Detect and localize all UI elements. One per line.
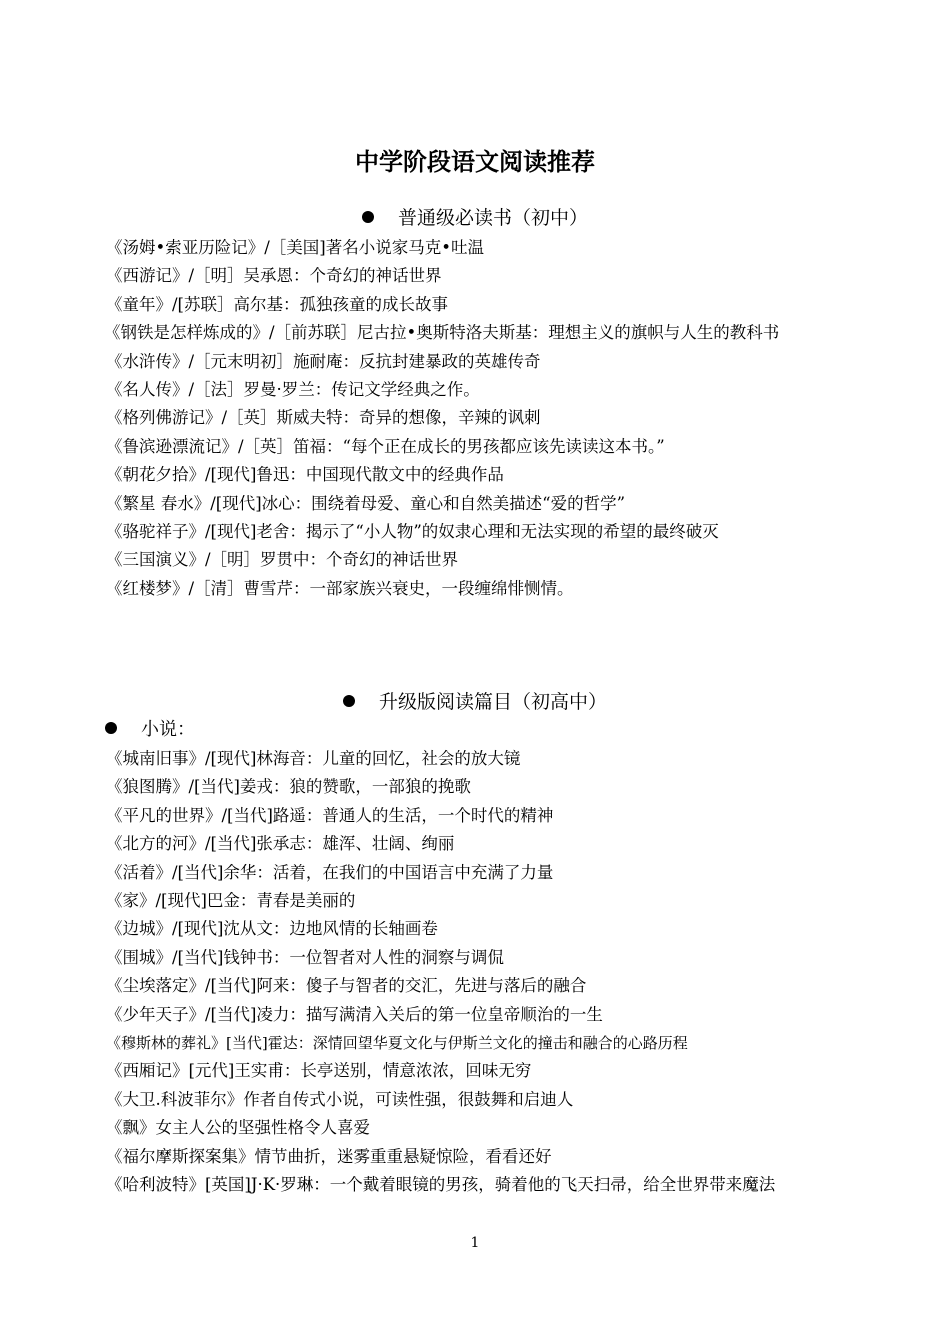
bullet-icon [362, 211, 374, 223]
advanced-book-list [106, 745, 851, 1200]
page-number: 1 [470, 1235, 480, 1251]
list-item: 《红楼梦》/［清］曹雪芹：一部家族兴衰史，一段缠绵悱恻情。 [106, 578, 574, 598]
list-item: 《城南旧事》/[现代]林海音：儿童的回忆，社会的放大镜 [106, 749, 521, 768]
section-heading-required [0, 205, 950, 231]
list-item: 《狼图腾》/[当代]姜戎：狼的赞歌，一部狼的挽歌 [106, 777, 471, 797]
list-item: 《活着》/[当代]余华：活着，在我们的中国语言中充满了力量 [106, 862, 554, 882]
list-item: 《少年天子》/[当代]凌力：描写满清入关后的第一位皇帝顺治的一生 [106, 1004, 603, 1024]
sub-heading-novels [105, 717, 195, 743]
list-item: 《鲁滨逊漂流记》/［英］笛福：“每个正在成长的男孩都应该先读读这本书。” [106, 436, 665, 456]
section-heading-text: 升级版阅读篇目（初高中） [378, 691, 607, 713]
list-item: 《钢铁是怎样炼成的》/［前苏联］尼古拉•奥斯特洛夫斯基：理想主义的旗帜与人生的教科书 [104, 323, 780, 343]
list-item: 《福尔摩斯探案集》情节曲折，迷雾重重悬疑惊险，看看还好 [106, 1146, 552, 1166]
list-item: 《哈利波特》[英国]J·K·罗琳：一个戴着眼镜的男孩，骑着他的飞天扫帚，给全世界带来魔法 [106, 1175, 776, 1195]
bullet-icon [343, 695, 355, 707]
list-item: 《尘埃落定》/[当代]阿来：傻子与智者的交汇，先进与落后的融合 [106, 976, 587, 996]
sub-heading-text: 小说： [141, 719, 195, 740]
list-item: 《汤姆•索亚历险记》/［美国]著名小说家马克•吐温 [106, 238, 484, 257]
list-item: 《边城》/[现代]沈从文：边地风情的长轴画卷 [106, 919, 438, 939]
list-item: 《穆斯林的葬礼》[当代]霍达：深情回望华夏文化与伊斯兰文化的撞击和融合的心路历程 [106, 1034, 688, 1053]
list-item: 《围城》/[当代]钱钟书：一位智者对人性的洞察与调侃 [106, 947, 504, 967]
list-item: 《北方的河》/[当代]张承志：雄浑、壮阔、绚丽 [106, 834, 455, 854]
list-item: 《朝花夕拾》/[现代]鲁迅：中国现代散文中的经典作品 [106, 465, 504, 485]
list-item: 《西厢记》[元代]王实甫：长亭送别，情意浓浓，回味无穷 [106, 1061, 532, 1081]
list-item: 《水浒传》/［元末明初］施耐庵：反抗封建暴政的英雄传奇 [106, 351, 541, 371]
list-item: 《平凡的世界》/[当代]路遥：普通人的生活，一个时代的精神 [106, 805, 554, 825]
required-book-list [106, 234, 851, 603]
list-item: 《三国演义》/［明］罗贯中：个奇幻的神话世界 [106, 550, 459, 570]
section-heading-text: 普通级必读书（初中） [397, 207, 588, 229]
list-item: 《大卫.科波菲尔》作者自传式小说，可读性强，很鼓舞和启迪人 [106, 1089, 574, 1109]
list-item: 《家》/[现代]巴金：青春是美丽的 [106, 891, 356, 911]
section-heading-advanced [0, 689, 950, 715]
list-item: 《格列佛游记》/［英］斯威夫特：奇异的想像，辛辣的讽刺 [106, 408, 541, 428]
list-item: 《童年》/[苏联］高尔基：孤独孩童的成长故事 [106, 294, 448, 314]
list-item: 《名人传》/［法］罗曼·罗兰：传记文学经典之作。 [106, 380, 480, 400]
list-item: 《骆驼祥子》/[现代]老舍：揭示了“小人物”的奴隶心理和无法实现的希望的最终破灭 [106, 522, 719, 542]
list-item: 《西游记》/［明］吴承恩：个奇幻的神话世界 [106, 266, 442, 286]
bullet-icon [105, 722, 117, 734]
list-item: 《繁星 春水》/[现代]冰心：围绕着母爱、童心和自然美描述“爱的哲学” [106, 493, 626, 513]
list-item: 《飘》女主人公的坚强性格令人喜爱 [106, 1118, 370, 1138]
document-title: 中学阶段语文阅读推荐 [355, 148, 595, 176]
